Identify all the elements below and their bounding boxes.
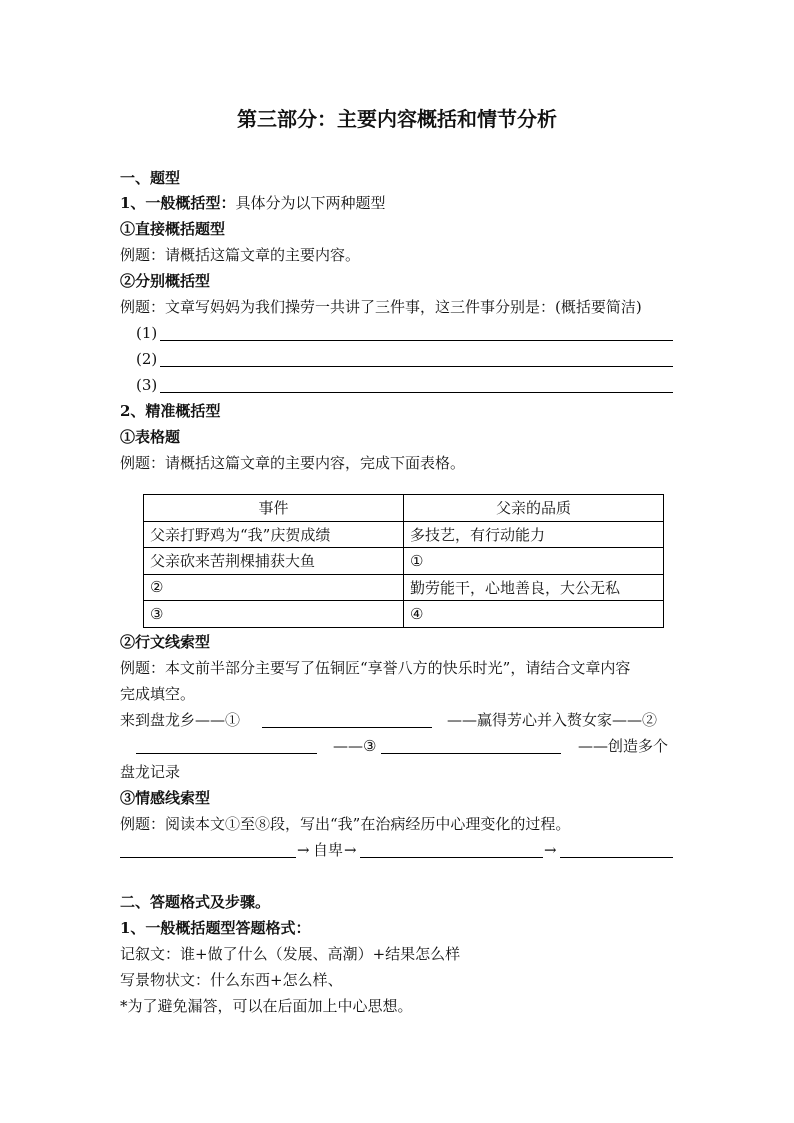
table-header-event: 事件 bbox=[144, 495, 404, 522]
table-cell: 勤劳能干，心地善良，大公无私 bbox=[404, 574, 664, 601]
general-summary-label: 1、一般概括型： bbox=[120, 194, 236, 212]
blank-label-2: (2) bbox=[136, 350, 158, 368]
emotion-word: 自卑 bbox=[313, 841, 344, 859]
table-cell: 多技艺，有行动能力 bbox=[404, 521, 664, 548]
answer-line-1[interactable] bbox=[160, 340, 673, 341]
section-heading-answer-format: 二、答题格式及步骤。 bbox=[120, 893, 271, 911]
answer-line-3[interactable] bbox=[160, 392, 673, 393]
blank-label-1: (1) bbox=[136, 324, 158, 342]
subheading-narrative-clue: ②行文线索型 bbox=[120, 633, 211, 651]
general-summary-paragraph bbox=[120, 193, 385, 213]
example-separate-summary: 例题：文章写妈妈为我们操劳一共讲了三件事，这三件事分别是：(概括要简洁) bbox=[120, 298, 642, 316]
table-cell-blank[interactable]: ② bbox=[144, 574, 404, 601]
table-cell: 父亲打野鸡为“我”庆贺成绩 bbox=[144, 521, 404, 548]
emotion-arrow-3: → bbox=[544, 841, 557, 859]
page-title: 第三部分：主要内容概括和情节分析 bbox=[237, 107, 557, 131]
subheading-precise-summary: 2、精准概括型 bbox=[120, 402, 221, 420]
format-narrative: 记叙文：谁+做了什么（发展、高潮）+结果怎么样 bbox=[120, 945, 461, 963]
example-emotion-clue: 例题：阅读本文①至⑧段，写出“我”在治病经历中心理变化的过程。 bbox=[120, 815, 571, 833]
table-cell: 父亲砍来苦荆棵捕获大鱼 bbox=[144, 548, 404, 575]
table-row bbox=[144, 601, 664, 628]
format-scenery: 写景物状文：什么东西+怎么样、 bbox=[120, 971, 343, 989]
answer-line-2[interactable] bbox=[160, 366, 673, 367]
table-row bbox=[144, 548, 664, 575]
table-header-quality: 父亲的品质 bbox=[404, 495, 664, 522]
table-row bbox=[144, 574, 664, 601]
subheading-table-question: ①表格题 bbox=[120, 428, 181, 446]
format-note: *为了避免漏答，可以在后面加上中心思想。 bbox=[120, 997, 413, 1015]
emotion-arrow-1: → bbox=[297, 841, 310, 859]
example-narrative-clue-line1: 例题：本文前半部分主要写了伍铜匠“享誉八方的快乐时光”，请结合文章内容 bbox=[120, 659, 631, 677]
emotion-blank-1[interactable] bbox=[120, 857, 296, 858]
flow-blank-2[interactable] bbox=[136, 753, 317, 754]
father-qualities-table bbox=[143, 494, 664, 628]
blank-label-3: (3) bbox=[136, 376, 158, 394]
example-direct-summary: 例题：请概括这篇文章的主要内容。 bbox=[120, 246, 361, 264]
flow-blank-3[interactable] bbox=[381, 753, 561, 754]
example-table-question: 例题：请概括这篇文章的主要内容，完成下面表格。 bbox=[120, 454, 466, 472]
general-summary-desc: 具体分为以下两种题型 bbox=[235, 194, 386, 212]
flow-blank-1[interactable] bbox=[262, 727, 432, 728]
table-cell-blank[interactable]: ④ bbox=[404, 601, 664, 628]
table-cell-blank[interactable]: ③ bbox=[144, 601, 404, 628]
emotion-blank-3[interactable] bbox=[560, 857, 673, 858]
section-heading-question-types: 一、题型 bbox=[120, 169, 181, 187]
table-row bbox=[144, 521, 664, 548]
emotion-blank-2[interactable] bbox=[360, 857, 543, 858]
table-cell-blank[interactable]: ① bbox=[404, 548, 664, 575]
flow-step-d: ——创造多个 bbox=[578, 737, 669, 755]
flow-step-c: ——③ bbox=[333, 737, 377, 755]
table-header-row bbox=[144, 495, 664, 522]
subheading-direct-summary: ①直接概括题型 bbox=[120, 220, 226, 238]
emotion-arrow-2: → bbox=[344, 841, 357, 859]
subheading-separate-summary: ②分别概括型 bbox=[120, 272, 211, 290]
subheading-emotion-clue: ③情感线索型 bbox=[120, 789, 211, 807]
subheading-general-format: 1、一般概括题型答题格式： bbox=[120, 919, 311, 937]
flow-step-b: ——赢得芳心并入赘女家——② bbox=[447, 711, 658, 729]
example-narrative-clue-line2: 完成填空。 bbox=[120, 685, 196, 703]
flow-step-a: 来到盘龙乡——① bbox=[120, 711, 241, 729]
flow-step-e: 盘龙记录 bbox=[120, 763, 181, 781]
